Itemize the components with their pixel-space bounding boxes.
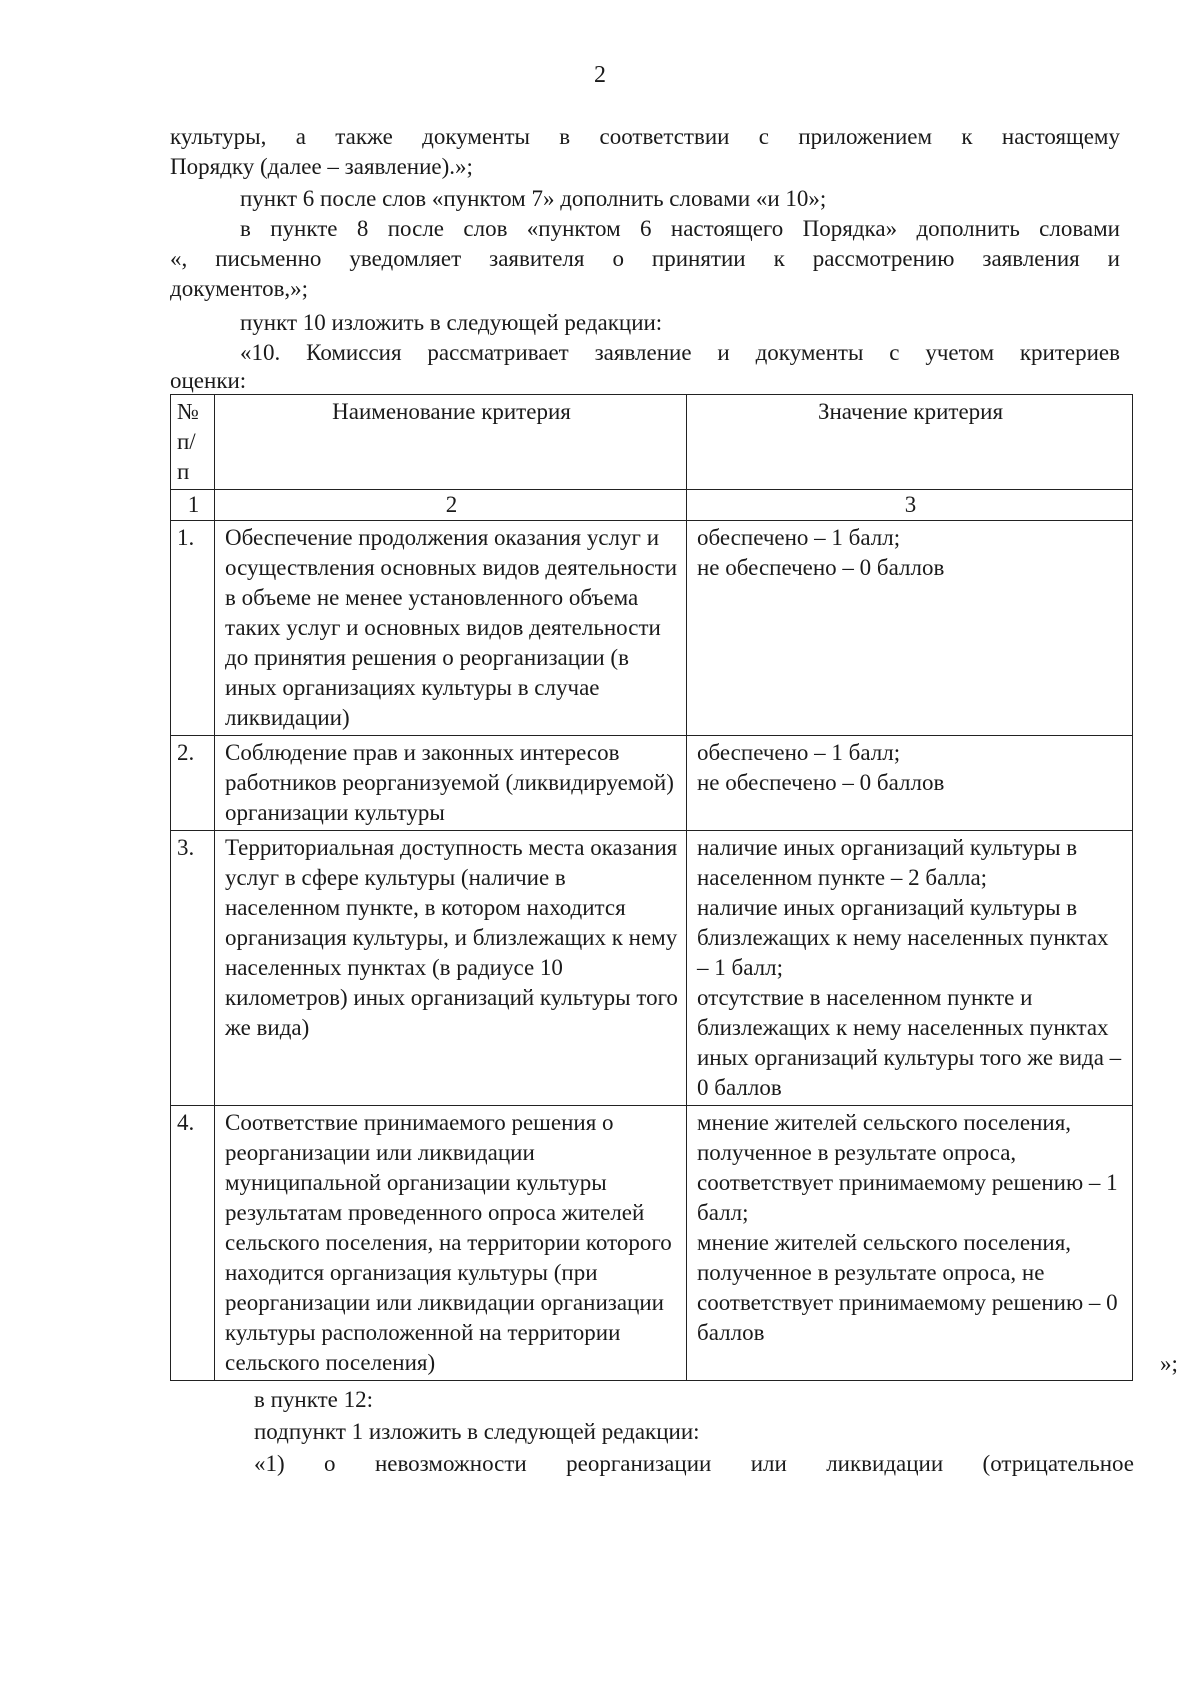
paragraph-line: культуры, а также документы в соответствии с приложением к настоящему — [170, 124, 1120, 149]
paragraph-line: документов,»; — [170, 276, 309, 301]
paragraph-line: Порядку (далее – заявление).»; — [170, 154, 473, 179]
table-row — [171, 736, 1133, 831]
closing-quote: »; — [1160, 1351, 1178, 1376]
row-criterion-name: Соответствие принимаемого решения о реорганизации или ликвидации муниципальной организации культуры результатам проведенного опроса жителей сельского поселения, на территории которого находится организация культуры (при реорганизации или ликвидации организации культуры расположенной на территории сельского поселения) — [215, 1106, 687, 1381]
row-number: 3. — [171, 831, 215, 1106]
column-number: 3 — [687, 490, 1133, 521]
row-criterion-value: обеспечено – 1 балл; не обеспечено – 0 баллов — [687, 521, 1133, 736]
table-row — [171, 831, 1133, 1106]
header-num-text: № п/ п — [177, 399, 199, 484]
criteria-table-wrap — [170, 394, 1132, 1381]
row-number: 4. — [171, 1106, 215, 1381]
column-numbers-row — [171, 490, 1133, 521]
row-criterion-name: Соблюдение прав и законных интересов работников реорганизуемой (ликвидируемой) организации культуры — [215, 736, 687, 831]
row-criterion-value: обеспечено – 1 балл; не обеспечено – 0 баллов — [687, 736, 1133, 831]
header-name-text: Наименование критерия — [332, 399, 571, 424]
criteria-table — [170, 394, 1133, 1381]
row-criterion-value: мнение жителей сельского поселения, полученное в результате опроса, соответствует принимаемому решению – 1 балл; мнение жителей сельского поселения, полученное в результате опроса, не соответствует принимаемому решению – 0 баллов — [687, 1106, 1133, 1381]
row-criterion-value: наличие иных организаций культуры в населенном пункте – 2 балла; наличие иных организаций культуры в близлежащих к нему населенных пунктах – 1 балл; отсутствие в населенном пункте и близлежащих к нему населенных пунктах иных организаций культуры того же вида – 0 баллов — [687, 831, 1133, 1106]
paragraph-line: подпункт 1 изложить в следующей редакции: — [254, 1419, 700, 1444]
paragraph-line: в пункте 12: — [254, 1387, 373, 1412]
table-row — [171, 1106, 1133, 1381]
header-value-text: Значение критерия — [817, 399, 1004, 424]
paragraph-line: пункт 10 изложить в следующей редакции: — [240, 310, 663, 335]
column-number: 1 — [171, 490, 215, 521]
header-value — [687, 395, 1133, 490]
header-num — [171, 395, 215, 490]
table-row — [171, 521, 1133, 736]
row-number: 2. — [171, 736, 215, 831]
paragraph-line: пункт 6 после слов «пунктом 7» дополнить словами «и 10»; — [240, 186, 827, 211]
paragraph-line: «, письменно уведомляет заявителя о принятии к рассмотрению заявления и — [170, 246, 1120, 271]
row-number: 1. — [171, 521, 215, 736]
row-criterion-name: Территориальная доступность места оказания услуг в сфере культуры (наличие в населенном пункте, в котором находится организация культуры, и близлежащих к нему населенных пунктах (в радиусе 10 километров) иных организаций культуры того же вида) — [215, 831, 687, 1106]
paragraph-line: «1) о невозможности реорганизации или ликвидации (отрицательное — [254, 1451, 1134, 1476]
row-criterion-name: Обеспечение продолжения оказания услуг и осуществления основных видов деятельности в объеме не менее установленного объема таких услуг и основных видов деятельности до принятия решения о реорганизации (в иных организациях культуры в случае ликвидации) — [215, 521, 687, 736]
paragraph-line: в пункте 8 после слов «пунктом 6 настоящего Порядка» дополнить словами — [240, 216, 1120, 241]
paragraph-line: оценки: — [170, 368, 247, 393]
table-header-row — [171, 395, 1133, 490]
column-number: 2 — [215, 490, 687, 521]
paragraph-line: «10. Комиссия рассматривает заявление и документы с учетом критериев — [240, 340, 1120, 365]
page-number: 2 — [594, 62, 606, 88]
header-name — [215, 395, 687, 490]
